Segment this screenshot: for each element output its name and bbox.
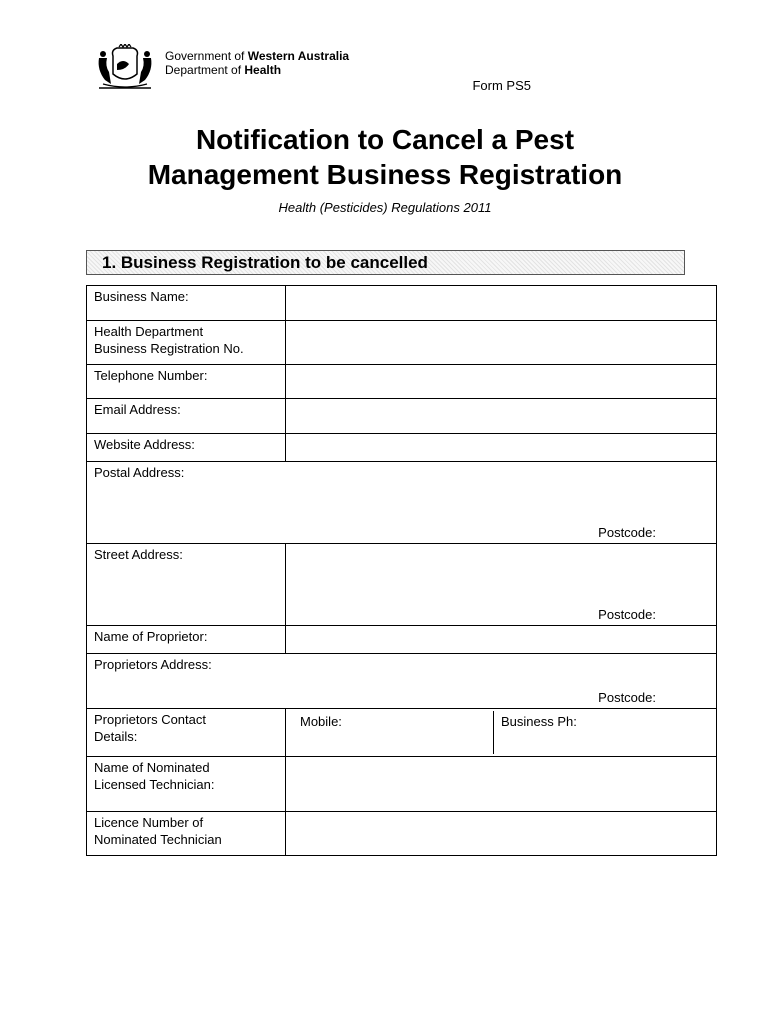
street-address-label-cell xyxy=(87,544,286,626)
technician-name-label xyxy=(87,757,286,812)
street-postcode-label: Postcode: xyxy=(598,607,656,622)
section-heading-bar xyxy=(86,250,685,275)
proprietor-postcode-label: Postcode: xyxy=(598,690,656,705)
government-line xyxy=(165,49,349,63)
email-field[interactable] xyxy=(286,399,717,434)
mobile-label: Mobile: xyxy=(300,714,342,729)
label-line: Nominated Technician xyxy=(94,832,222,847)
title-line-2: Management Business Registration xyxy=(147,159,623,190)
department-line xyxy=(165,63,349,77)
proprietor-address-label: Proprietors Address: xyxy=(94,657,212,672)
table-row xyxy=(87,626,717,654)
table-row xyxy=(87,757,717,812)
table-row xyxy=(87,812,717,856)
label-line: Name of Nominated xyxy=(94,760,210,775)
label-line: Health Department xyxy=(94,324,204,339)
table-row xyxy=(87,544,717,626)
street-address-field[interactable] xyxy=(286,544,717,626)
wa-government-crest-logo xyxy=(93,44,157,90)
technician-name-field[interactable] xyxy=(286,757,717,812)
label-line: Details: xyxy=(94,729,138,744)
proprietor-name-field[interactable] xyxy=(286,626,717,654)
contact-details-label xyxy=(87,709,286,757)
section-heading: 1. Business Registration to be cancelled xyxy=(102,253,428,272)
health-registration-label xyxy=(87,321,286,365)
title-line-1: Notification to Cancel a Pest xyxy=(195,124,575,155)
postal-address-label: Postal Address: xyxy=(94,465,185,480)
table-row xyxy=(87,321,717,365)
business-phone-label: Business Ph: xyxy=(501,714,577,729)
postal-address-field[interactable] xyxy=(87,462,717,544)
street-address-label: Street Address: xyxy=(94,547,183,562)
table-row xyxy=(87,462,717,544)
proprietor-address-field[interactable] xyxy=(87,654,717,709)
table-row xyxy=(87,709,717,757)
registration-form-table xyxy=(86,285,717,856)
label-line: Business Registration No. xyxy=(94,341,244,356)
gov-state: Western Australia xyxy=(247,49,350,63)
postal-postcode-label: Postcode: xyxy=(598,525,656,540)
business-name-label: Business Name: xyxy=(87,286,286,321)
table-row xyxy=(87,365,717,399)
business-name-field[interactable] xyxy=(286,286,717,321)
regulation-subtitle: Health (Pesticides) Regulations 2011 xyxy=(278,200,492,215)
gov-prefix: Government of xyxy=(165,49,248,63)
label-line: Licensed Technician: xyxy=(94,777,215,792)
government-department-heading xyxy=(165,49,349,77)
table-row xyxy=(87,286,717,321)
email-label: Email Address: xyxy=(87,399,286,434)
dept-prefix: Department of xyxy=(165,63,245,77)
website-label: Website Address: xyxy=(87,434,286,462)
label-line: Licence Number of xyxy=(94,815,204,830)
proprietor-name-label: Name of Proprietor: xyxy=(87,626,286,654)
dept-name: Health xyxy=(244,63,282,77)
mobile-field[interactable] xyxy=(293,711,494,754)
website-field[interactable] xyxy=(286,434,717,462)
contact-details-cell xyxy=(286,709,717,757)
form-number: Form PS5 xyxy=(472,78,531,93)
licence-number-label xyxy=(87,812,286,856)
telephone-label: Telephone Number: xyxy=(87,365,286,399)
licence-number-field[interactable] xyxy=(286,812,717,856)
table-row xyxy=(87,434,717,462)
label-line: Proprietors Contact xyxy=(94,712,206,727)
table-row xyxy=(87,399,717,434)
health-registration-field[interactable] xyxy=(286,321,717,365)
business-phone-field[interactable] xyxy=(494,711,709,754)
table-row xyxy=(87,654,717,709)
telephone-field[interactable] xyxy=(286,365,717,399)
contact-split xyxy=(293,711,709,754)
document-title xyxy=(0,122,770,192)
